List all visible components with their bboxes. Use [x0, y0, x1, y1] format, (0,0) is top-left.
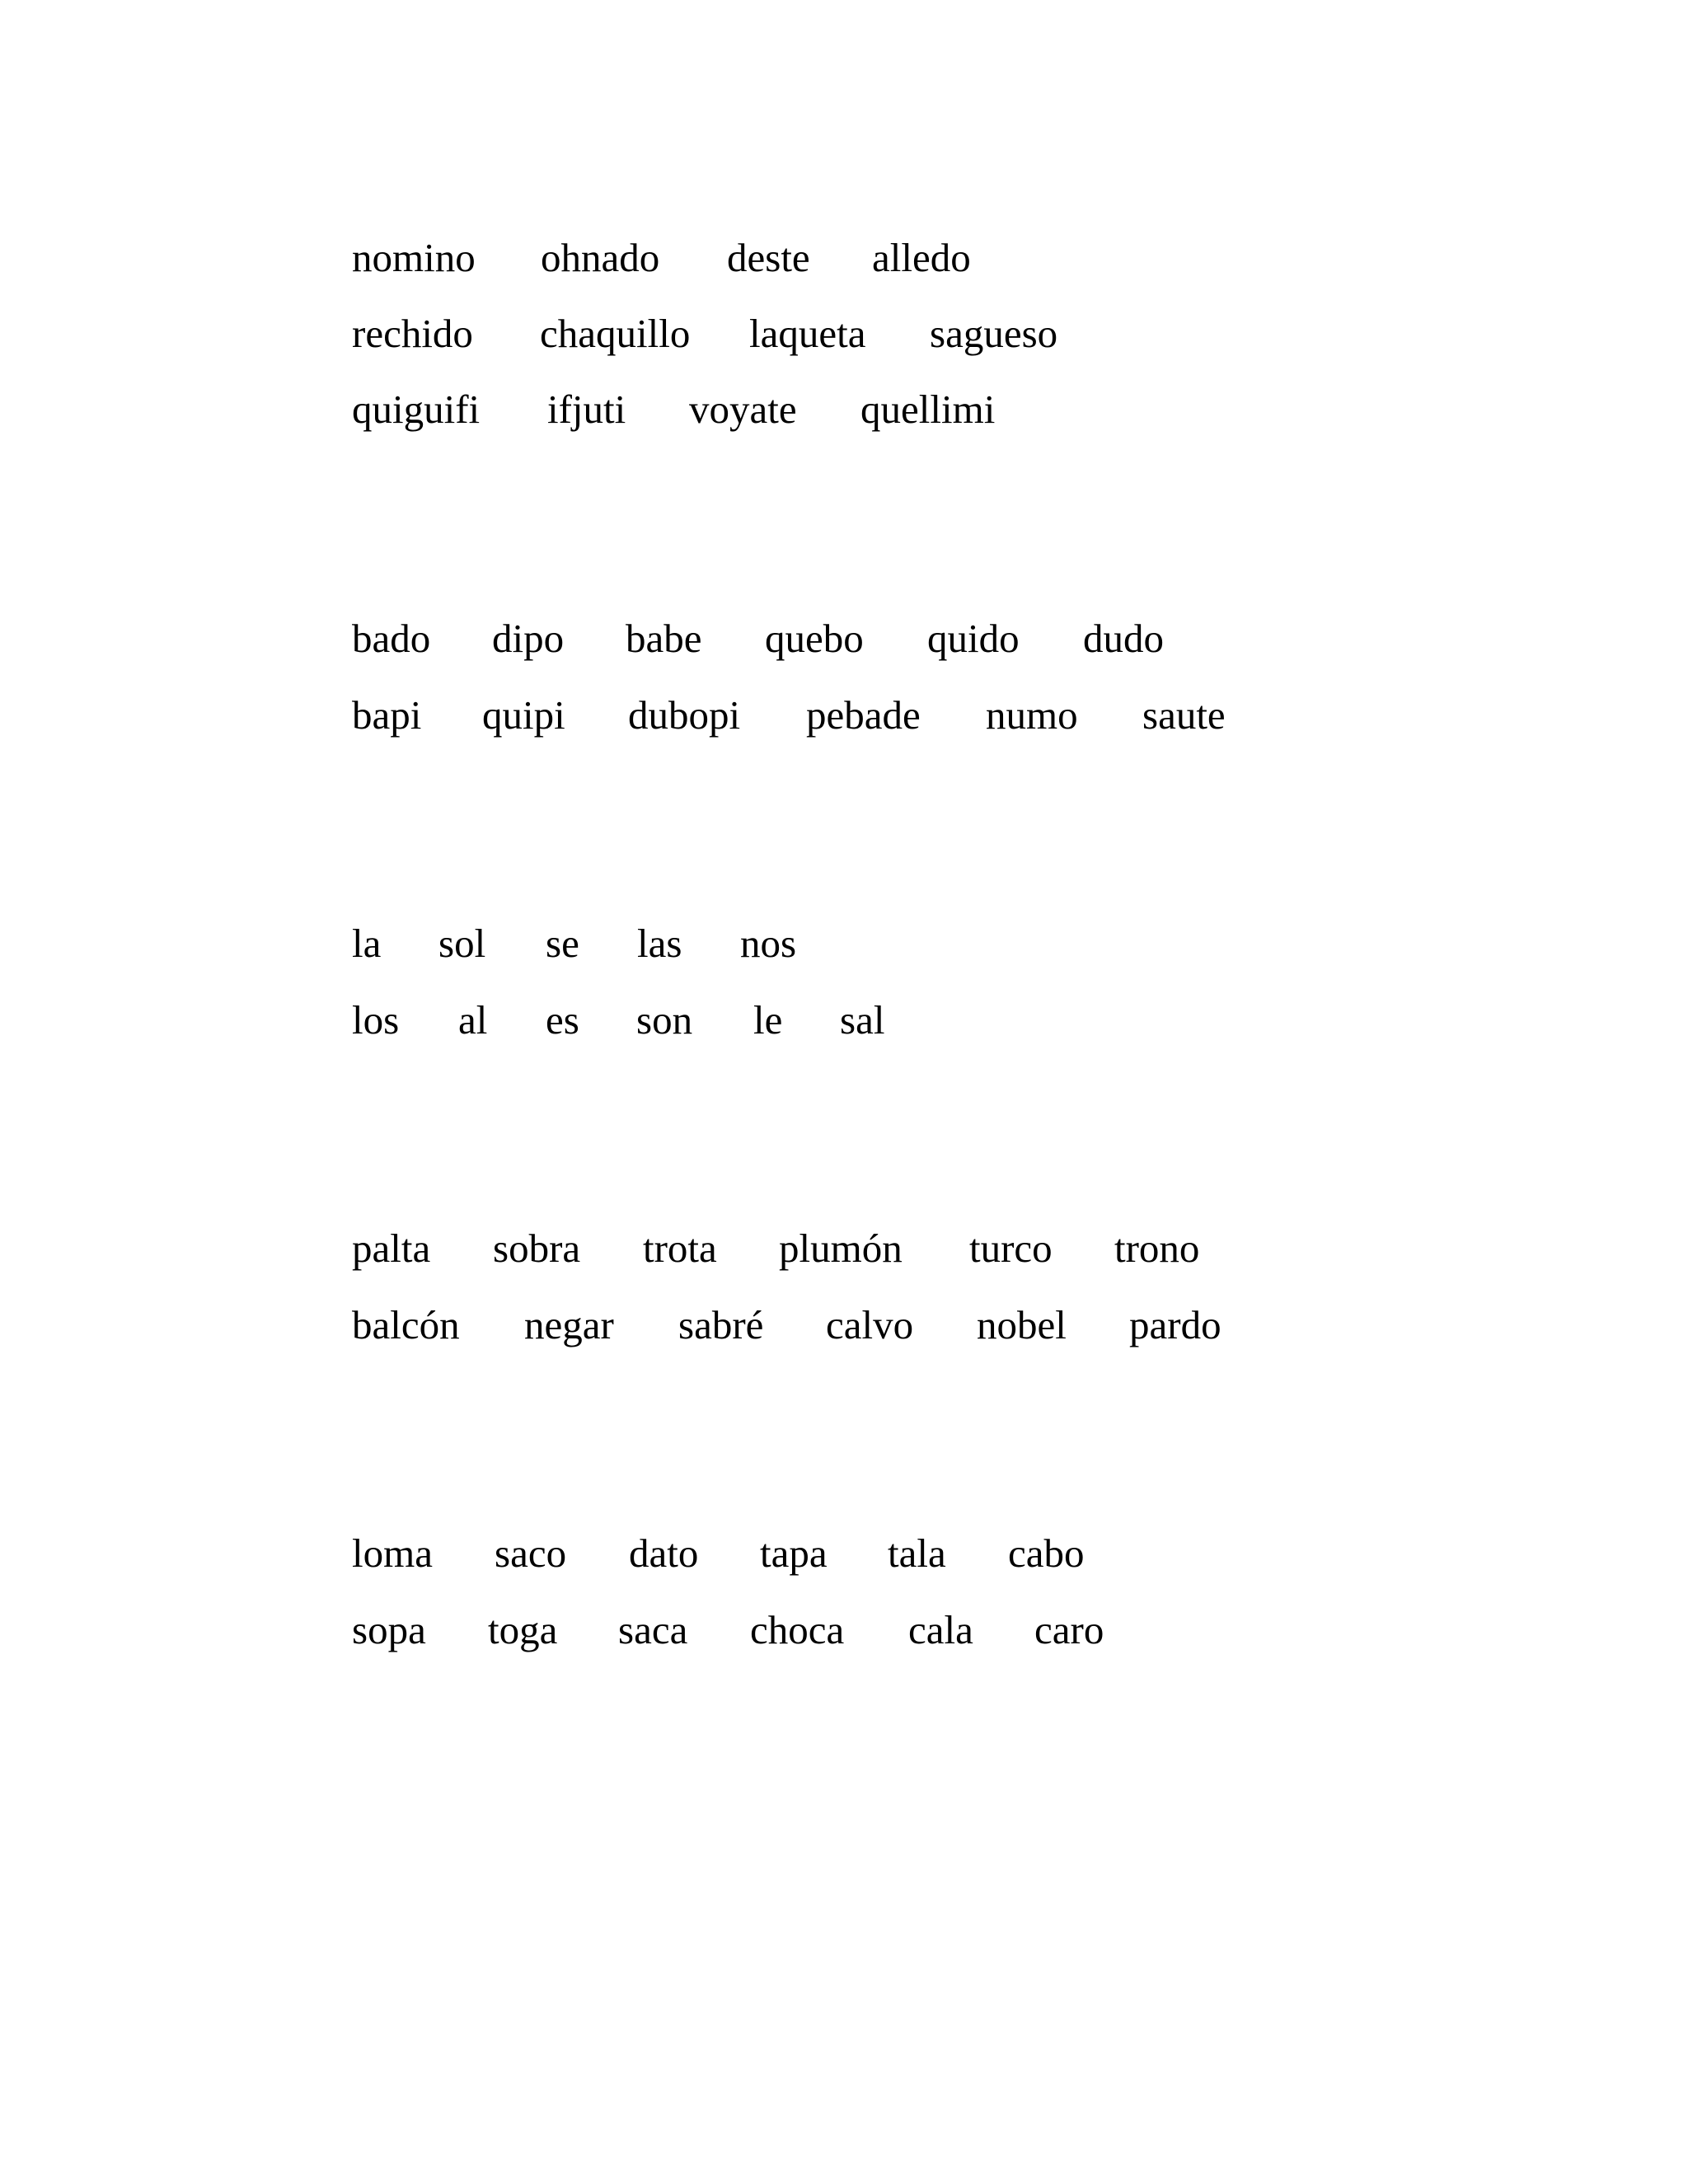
word: dato	[629, 1530, 699, 1576]
word: dubopi	[628, 692, 741, 738]
word: voyate	[689, 387, 797, 432]
word: trota	[643, 1226, 717, 1271]
word: quebo	[765, 616, 864, 661]
word: la	[352, 921, 382, 966]
word: saca	[618, 1607, 688, 1652]
word: quido	[927, 616, 1020, 661]
word-line	[0, 309, 1688, 375]
word: sabré	[678, 1302, 764, 1347]
word: bapi	[352, 692, 422, 738]
word-line	[0, 996, 1688, 1062]
word: tapa	[760, 1530, 828, 1576]
word: toga	[488, 1607, 558, 1652]
word: quiguifi	[352, 387, 481, 432]
word: sagueso	[930, 311, 1058, 356]
word: negar	[524, 1302, 614, 1347]
word: ifjuti	[547, 387, 626, 432]
word: tala	[888, 1530, 946, 1576]
word: bado	[352, 616, 431, 661]
word: numo	[986, 692, 1078, 738]
word: pebade	[806, 692, 921, 738]
word: balcón	[352, 1302, 460, 1347]
word: cabo	[1008, 1530, 1085, 1576]
word: dudo	[1083, 616, 1164, 661]
word-line	[0, 1301, 1688, 1366]
word-line	[0, 1529, 1688, 1595]
word: plumón	[779, 1226, 903, 1271]
word: al	[458, 997, 488, 1043]
word-line	[0, 691, 1688, 757]
word: trono	[1114, 1226, 1200, 1271]
word: sal	[840, 997, 885, 1043]
word-line	[0, 1605, 1688, 1671]
word: caro	[1034, 1607, 1104, 1652]
word: nos	[740, 921, 797, 966]
word: nobel	[977, 1302, 1067, 1347]
word: los	[352, 997, 400, 1043]
word-line	[0, 919, 1688, 985]
word: sol	[438, 921, 486, 966]
word-line	[0, 1224, 1688, 1290]
word: rechido	[352, 311, 473, 356]
word: dipo	[492, 616, 565, 661]
word: sobra	[493, 1226, 581, 1271]
word: quellimi	[860, 387, 996, 432]
word: chaquillo	[540, 311, 691, 356]
word: saute	[1142, 692, 1226, 738]
word: es	[546, 997, 579, 1043]
word: laqueta	[749, 311, 866, 356]
word: son	[636, 997, 693, 1043]
word-line	[0, 385, 1688, 451]
word: choca	[750, 1607, 845, 1652]
word: se	[546, 921, 579, 966]
word: loma	[352, 1530, 433, 1576]
word: calvo	[826, 1302, 914, 1347]
word: quipi	[482, 692, 565, 738]
word: pardo	[1129, 1302, 1221, 1347]
word: alledo	[872, 235, 971, 280]
word: ohnado	[541, 235, 660, 280]
word: deste	[727, 235, 810, 280]
word: palta	[352, 1226, 431, 1271]
word: las	[637, 921, 682, 966]
word-line	[0, 614, 1688, 680]
word: saco	[495, 1530, 567, 1576]
word: babe	[626, 616, 702, 661]
word: turco	[969, 1226, 1053, 1271]
word: cala	[908, 1607, 973, 1652]
word: nomino	[352, 235, 476, 280]
word: le	[753, 997, 783, 1043]
word: sopa	[352, 1607, 426, 1652]
word-line	[0, 233, 1688, 299]
